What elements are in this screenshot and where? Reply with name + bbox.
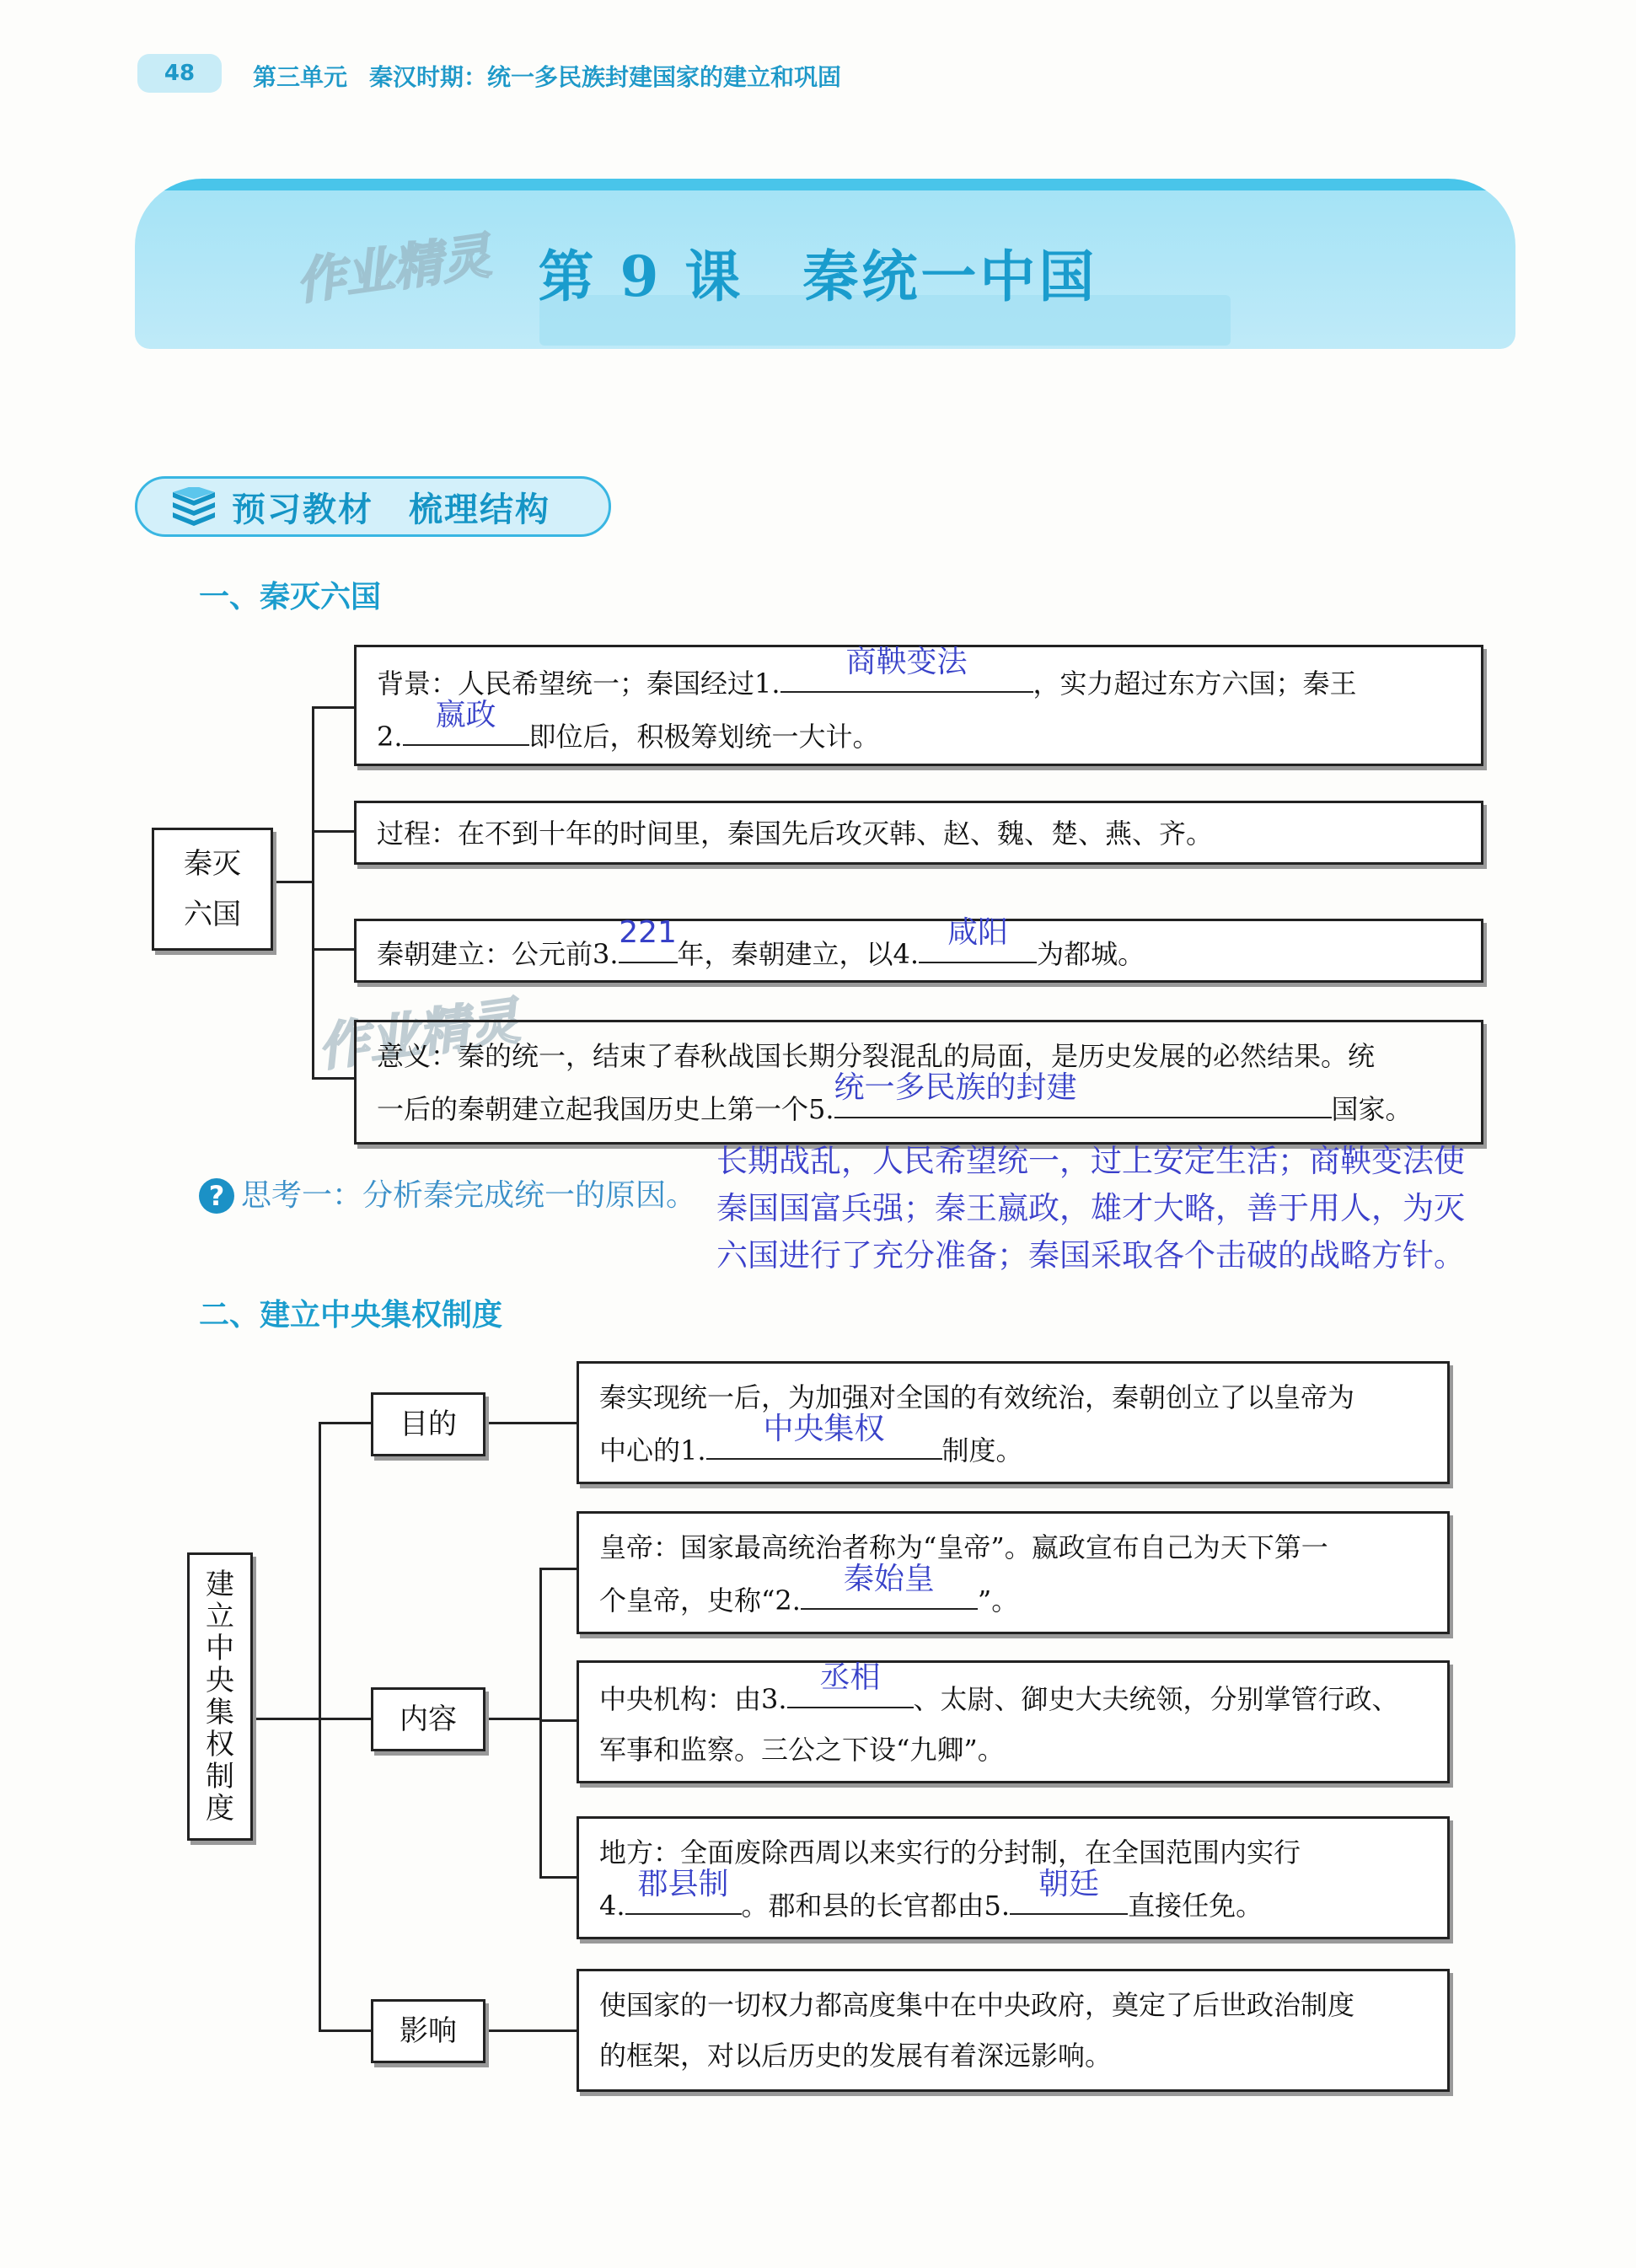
connector <box>539 1719 578 1722</box>
text: 中心的1. <box>599 1434 706 1466</box>
root-char: 制 <box>206 1760 234 1793</box>
text: 中央机构：由3. <box>599 1683 787 1715</box>
text: ，实力超过东方六国；秦王 <box>1033 668 1357 700</box>
significance-box <box>354 1020 1483 1145</box>
central-box <box>577 1660 1450 1783</box>
blank-4[interactable] <box>919 915 1037 963</box>
connector <box>319 2029 371 2032</box>
label-content: 内容 <box>371 1687 485 1751</box>
blank-p2-1[interactable] <box>706 1412 942 1460</box>
text: 年，秦朝建立，以4. <box>677 938 920 970</box>
answer-2: 嬴政 <box>435 698 496 732</box>
think-answer-line1: 长期战乱，人民希望统一，过上安定生活；商鞅变法使 <box>716 1143 1465 1179</box>
background-box <box>354 645 1483 766</box>
answer-p2-4: 郡县制 <box>637 1867 729 1901</box>
think-answer-line2: 秦国国富兵强；秦王嬴政，雄才大略，善于用人，为灭 <box>716 1190 1465 1226</box>
think-answer-line3: 六国进行了充分准备；秦国采取各个击破的战略方针。 <box>716 1237 1465 1273</box>
text: 的框架，对以后历史的发展有着深远影响。 <box>599 2040 1113 2072</box>
unit-title: 秦汉时期：统一多民族封建国家的建立和巩固 <box>369 63 842 91</box>
root-qin-conquers-six <box>152 828 273 951</box>
text: 秦朝建立：公元前3. <box>377 938 619 970</box>
connector-vertical <box>539 1568 542 1878</box>
connector <box>319 1718 371 1720</box>
local-box <box>577 1816 1450 1939</box>
text: 。郡和县的长官都由5. <box>741 1890 1011 1922</box>
root-char: 度 <box>206 1792 234 1826</box>
connector <box>312 706 356 709</box>
text: 地方：全面废除西周以来实行的分封制，在全国范围内实行 <box>599 1836 1301 1869</box>
answer-3: 221 <box>619 915 677 950</box>
root-char: 立 <box>206 1600 234 1633</box>
part1-heading: 一、秦灭六国 <box>199 580 382 614</box>
connector <box>484 2029 578 2032</box>
emperor-box <box>577 1511 1450 1634</box>
connector <box>484 1718 539 1720</box>
connector <box>312 948 356 951</box>
root-char: 权 <box>206 1728 234 1761</box>
text: 背景：人民希望统一；秦国经过1. <box>377 668 780 700</box>
blank-1[interactable] <box>780 645 1033 693</box>
text: 使国家的一切权力都高度集中在中央政府，奠定了后世政治制度 <box>599 1989 1355 2021</box>
label-purpose: 目的 <box>371 1392 485 1456</box>
blank-p2-5[interactable] <box>1010 1867 1128 1915</box>
blank-2[interactable] <box>403 698 529 746</box>
connector <box>484 1422 578 1424</box>
root-line2: 六国 <box>184 898 241 931</box>
root-central-system <box>187 1552 253 1841</box>
think-answer <box>716 1138 1465 1279</box>
text: 皇帝：国家最高统治者称为“皇帝”。嬴政宣布自己为天下第一 <box>599 1531 1328 1563</box>
answer-p2-5: 朝廷 <box>1038 1867 1100 1901</box>
connector <box>539 1876 578 1879</box>
answer-1: 商鞅变法 <box>845 645 968 679</box>
connector <box>271 881 312 883</box>
connector-vertical <box>319 1422 321 2031</box>
root-char: 中 <box>206 1632 234 1665</box>
text: 一后的秦朝建立起我国历史上第一个5. <box>377 1093 834 1125</box>
connector <box>319 1422 371 1424</box>
blank-p2-2[interactable] <box>801 1562 978 1610</box>
text: 直接任免。 <box>1128 1890 1263 1922</box>
blank-p2-4[interactable] <box>625 1867 742 1915</box>
root-char: 建 <box>206 1568 234 1601</box>
think-label: 思考一：分析秦完成统一的原因。 <box>241 1178 697 1213</box>
answer-4: 咸阳 <box>947 915 1009 950</box>
connector <box>312 830 356 833</box>
root-char: 央 <box>206 1664 234 1697</box>
page-number: 48 <box>137 54 222 93</box>
blank-p2-3[interactable] <box>787 1660 914 1708</box>
text: 、太尉、御史大夫统领，分别掌管行政、 <box>913 1683 1399 1715</box>
answer-5: 统一多民族的封建 <box>834 1070 1077 1105</box>
text: ”。 <box>977 1584 1019 1617</box>
watermark-mid: 作业精灵 <box>314 991 523 1079</box>
text: 军事和监察。三公之下设“九卿”。 <box>599 1734 1005 1766</box>
section-pill <box>135 476 611 537</box>
answer-p2-2: 秦始皇 <box>843 1562 935 1596</box>
answer-p2-3: 丞相 <box>819 1660 881 1695</box>
text: 国家。 <box>1331 1093 1413 1125</box>
text: 意义：秦的统一，结束了春秋战国长期分裂混乱的局面，是历史发展的必然结果。统 <box>377 1040 1376 1072</box>
text: 2. <box>377 721 403 753</box>
blank-3[interactable] <box>619 915 678 963</box>
label-impact: 影响 <box>371 1999 485 2063</box>
text: 个皇帝，史称“2. <box>599 1584 801 1617</box>
root-char: 集 <box>206 1696 234 1729</box>
founding-box <box>354 915 1483 983</box>
text: 秦实现统一后，为加强对全国的有效统治，秦朝创立了以皇帝为 <box>599 1381 1355 1413</box>
connector <box>539 1568 578 1570</box>
root-line1: 秦灭 <box>184 847 241 881</box>
text: 为都城。 <box>1037 938 1145 970</box>
books-icon <box>169 487 218 526</box>
blank-5[interactable] <box>834 1070 1332 1118</box>
text: 4. <box>599 1890 625 1922</box>
text: 制度。 <box>941 1434 1023 1466</box>
text: 即位后，积极筹划统一大计。 <box>528 721 880 753</box>
watermark-top: 作业精灵 <box>292 227 495 311</box>
answer-p2-1: 中央集权 <box>763 1412 885 1446</box>
connector <box>251 1718 319 1720</box>
lesson-title: 第 9 课 秦统一中国 <box>538 244 1098 309</box>
part2-heading: 二、建立中央集权制度 <box>199 1298 503 1332</box>
purpose-box <box>577 1361 1450 1484</box>
impact-box <box>577 1969 1450 2092</box>
process-box: 过程：在不到十年的时间里，秦国先后攻灭韩、赵、魏、楚、燕、齐。 <box>354 801 1483 865</box>
question-icon: ? <box>199 1178 234 1214</box>
unit-header <box>253 59 863 93</box>
unit-label: 第三单元 <box>253 63 348 91</box>
section-label: 预习教材 梳理结构 <box>232 490 550 529</box>
